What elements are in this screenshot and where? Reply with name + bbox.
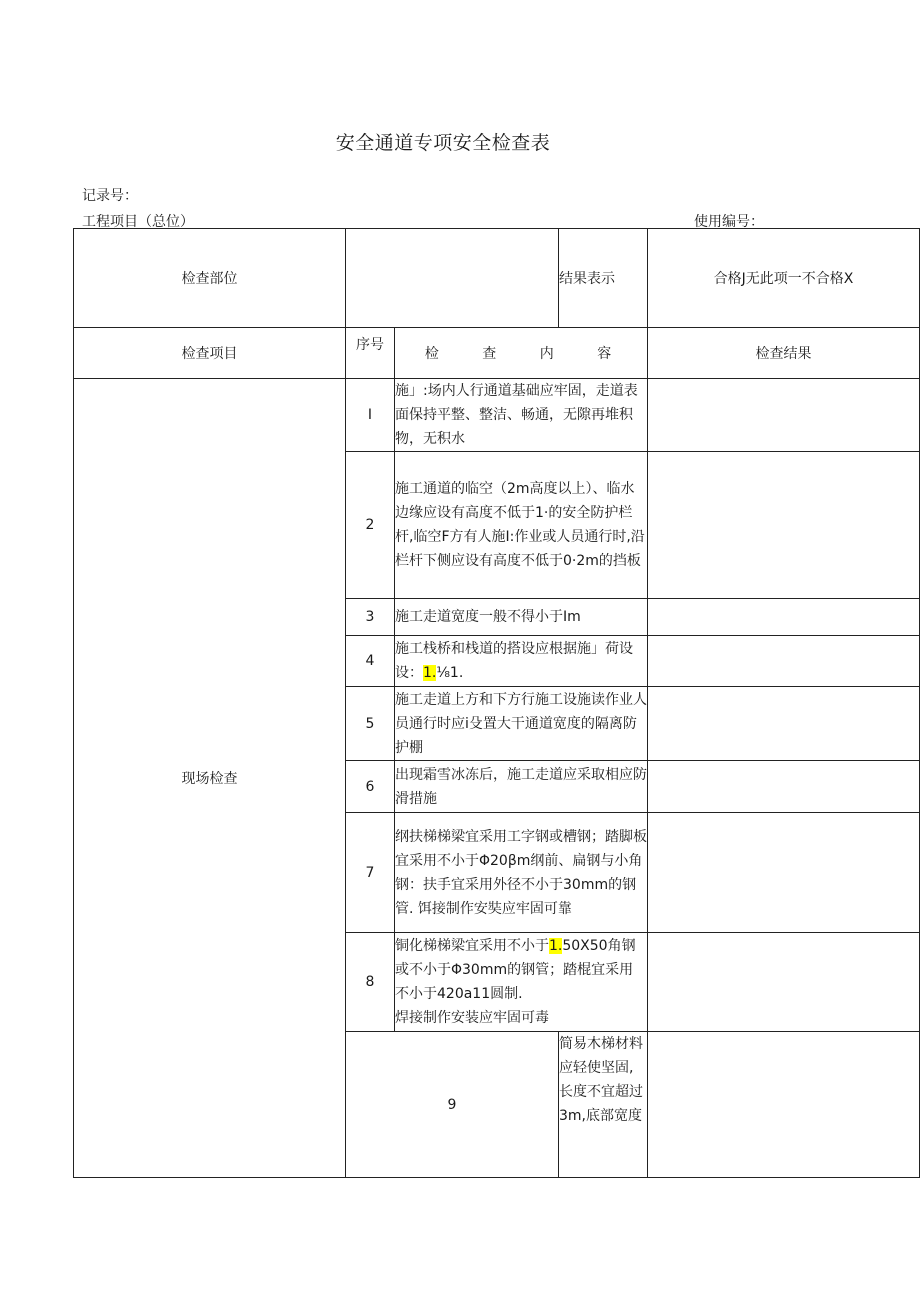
inspection-table	[73, 228, 920, 1178]
row-content-text: ⅛1.	[436, 665, 464, 681]
row-seq: 4	[346, 636, 395, 687]
row-result[interactable]	[648, 1032, 920, 1178]
row-seq: 5	[346, 687, 395, 761]
row-content: 简易木梯材料应轻使坚固,长度不宜超过3m,底部宽度	[559, 1032, 648, 1178]
highlighted-text: 1.	[423, 665, 437, 681]
row-result[interactable]	[648, 687, 920, 761]
category-cell: 现场检查	[74, 379, 346, 1178]
column-header-seq: 序号	[346, 328, 395, 379]
row-result[interactable]	[648, 379, 920, 452]
content-header-char: 查	[482, 346, 497, 362]
column-header-item: 检查项目	[74, 328, 346, 379]
row-result[interactable]	[648, 761, 920, 813]
row-content-text: 施工栈桥和栈道的搭设应根据施」荷设设：	[395, 641, 633, 681]
row-content: 施工走道宽度一般不得小于Im	[395, 599, 648, 636]
row-content: 施工通道的临空（2m高度以上）、临水边缘应设有高度不低于1·的安全防护栏杆,临空F方有人施I:作业或人员通行时,沿栏杆下侧应设有高度不低于0·2m的挡板	[395, 452, 648, 599]
row-content: 纲扶梯梯梁宜采用工字钢或槽钢；踏脚板宜采用不小于Φ20βm纲前、扁钢与小角钢：扶手宜采用外径不小于30mm的钢管. 饵接制作安奘应牢固可靠	[395, 813, 648, 933]
column-header-content	[395, 328, 648, 379]
result-display-label: 结果表示	[559, 229, 648, 328]
row-seq: I	[346, 379, 395, 452]
row-content: 施」:场内人行通道基础应牢固，走道表面保持平整、整洁、畅通，无隙再堆积物，无积水	[395, 379, 648, 452]
column-header-row	[74, 328, 920, 379]
content-header-char: 内	[539, 346, 554, 362]
result-legend: 合格J无此项一不合格X	[648, 229, 920, 328]
check-part-label: 检查部位	[74, 229, 346, 328]
highlighted-text: 1.	[549, 938, 563, 954]
content-header-char: 检	[424, 346, 439, 362]
row-result[interactable]	[648, 599, 920, 636]
check-part-value[interactable]	[346, 229, 559, 328]
row-seq: 2	[346, 452, 395, 599]
column-header-result: 检查结果	[648, 328, 920, 379]
row-seq: 7	[346, 813, 395, 933]
row-seq: 3	[346, 599, 395, 636]
row-content	[395, 636, 648, 687]
row-seq: 8	[346, 933, 395, 1032]
header-row-check-part	[74, 229, 920, 328]
row-seq: 6	[346, 761, 395, 813]
row-result[interactable]	[648, 813, 920, 933]
table-row	[74, 379, 920, 452]
row-result[interactable]	[648, 636, 920, 687]
row-seq: 9	[346, 1032, 559, 1178]
row-content-text: 铜化梯梯梁宜采用不小于	[395, 938, 549, 954]
record-number-label: 记录号：	[82, 188, 138, 204]
row-content: 出现霜雪冰冻后，施工走道应采取相应防滑措施	[395, 761, 648, 813]
row-content: 施工走道上方和下方行施工设施读作业人员通行时应i殳置大干通道宽度的隔离防护棚	[395, 687, 648, 761]
row-content	[395, 933, 648, 1032]
row-result[interactable]	[648, 933, 920, 1032]
row-content-text: 50X50角钢或不小于Φ30mm的钢管；踏棍宜采用不小于420a11圆制. 焊接制作安装应牢固可毒	[395, 938, 636, 1026]
use-number-label: 使用编号：	[694, 214, 764, 230]
row-result[interactable]	[648, 452, 920, 599]
content-header-char: 容	[597, 346, 612, 362]
page-title: 安全通道专项安全检查表	[335, 132, 551, 154]
project-label: 工程项目（总位）	[82, 214, 194, 230]
